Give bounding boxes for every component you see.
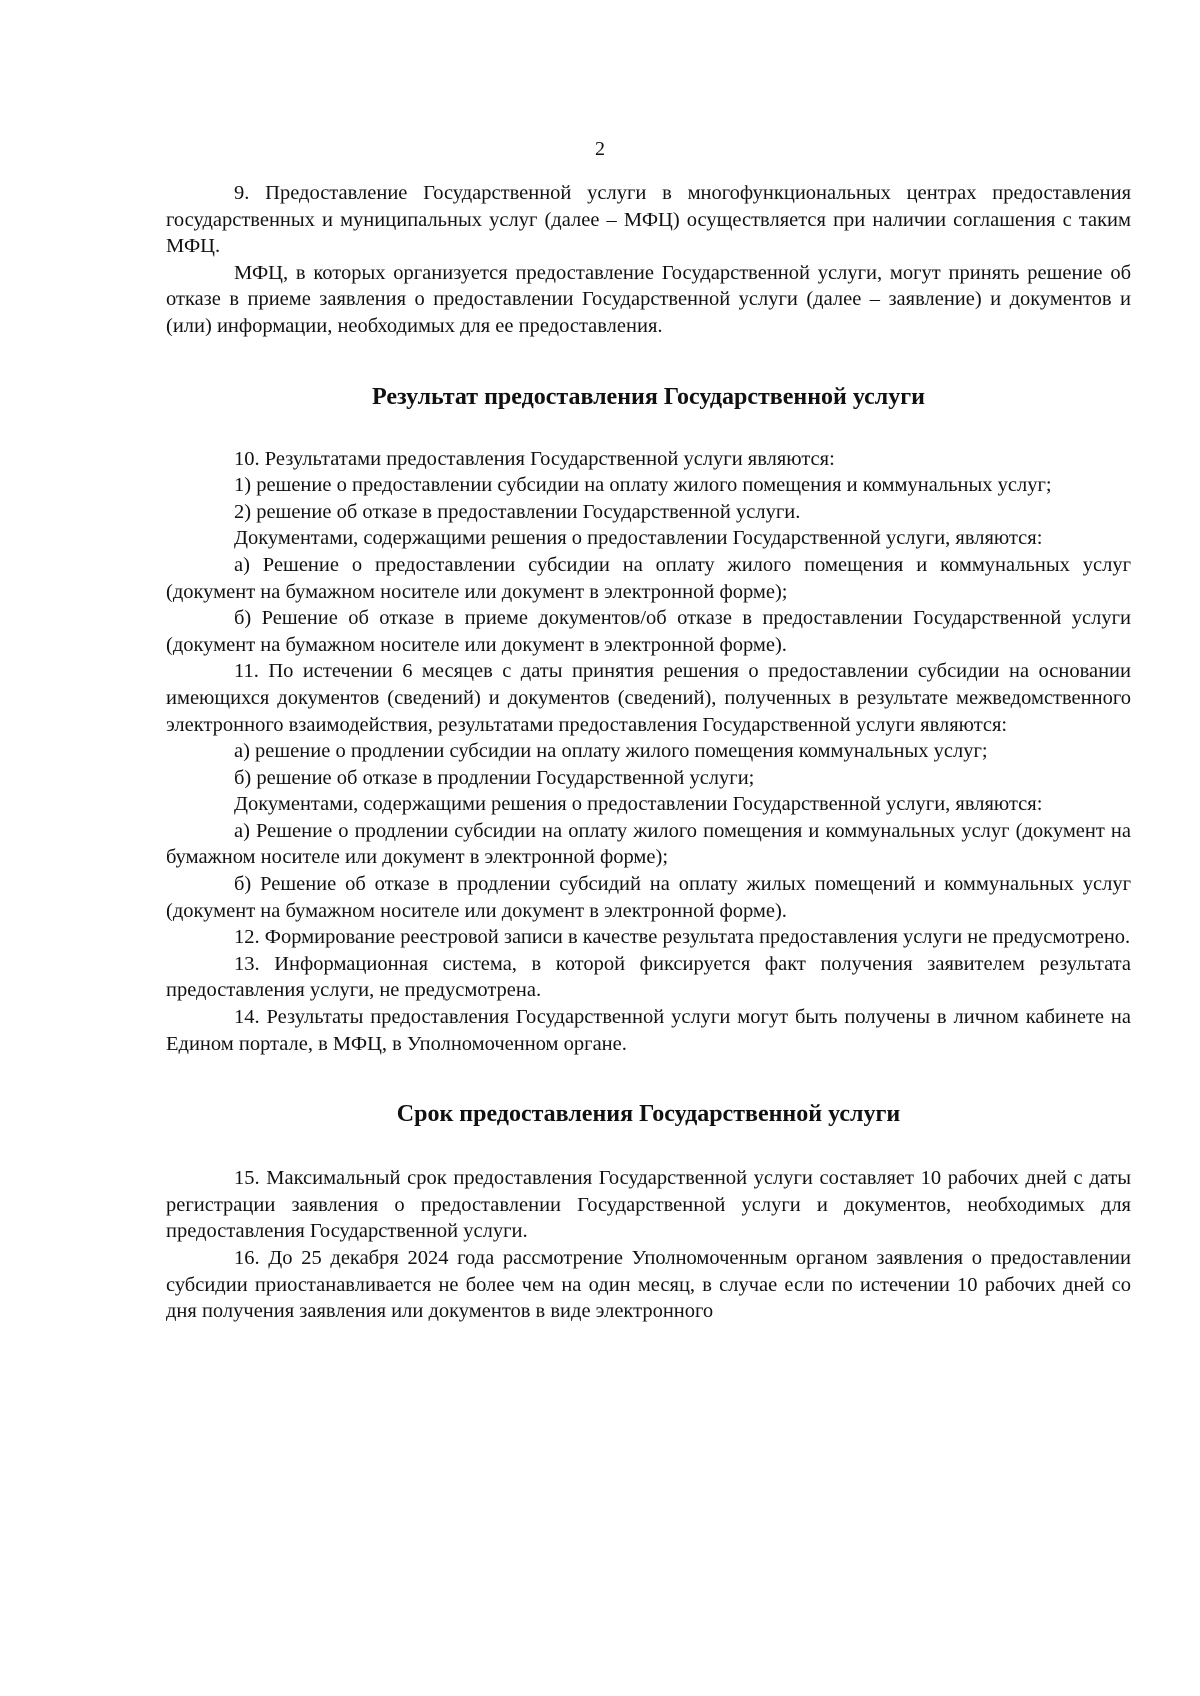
section-heading-term: Срок предоставления Государственной услуги [396,1101,901,1128]
paragraph-11-item-a: а) решение о продлении субсидии на оплату жилого помещения коммунальных услуг; [234,740,988,763]
paragraph-10: 10. Результатами предоставления Государственной услуги являются: [234,447,835,470]
page-number: 2 [595,138,605,160]
paragraph-11: 11. По истечении 6 месяцев с даты принятия решения о предоставлении субсидии на основании имеющихся документов (сведений) и документов (сведений), полученных в результате межведомственного электронного взаимодействия, результатами предоставления Государственной услуги являются: [166,660,1131,736]
paragraph-10-item-1: 1) решение о предоставлении субсидии на оплату жилого помещения и коммунальных услуг; [234,474,1052,497]
paragraph-15: 15. Максимальный срок предоставления Государственной услуги составляет 10 рабочих дней с даты регистрации заявления о предоставлении Государственной услуги и документов, необходимых для предоставления Государственной услуги. [166,1167,1131,1243]
paragraph-9-continued: МФЦ, в которых организуется предоставление Государственной услуги, могут принять решение об отказе в приеме заявления о предоставлении Государственной услуги (далее – заявление) и документов и (или) информации, необходимых для ее предоставления. [166,261,1131,337]
paragraph-10-item-2: 2) решение об отказе в предоставлении Государственной услуги. [234,500,801,523]
paragraph-13: 13. Информационная система, в которой фиксируется факт получения заявителем результата предоставления услуги, не предусмотрена. [166,952,1131,1002]
paragraph-11-documents: Документами, содержащими решения о предоставлении Государственной услуги, являются: [234,793,1043,816]
paragraph-11-document-b: б) Решение об отказе в продлении субсидий на оплату жилых помещений и коммунальных услуг (документ на бумажном носителе или документ в электронной форме). [166,873,1131,922]
section-heading-result: Результат предоставления Государственной услуги [372,383,925,410]
paragraph-11-item-b: б) решение об отказе в продлении Государственной услуги; [234,766,755,789]
paragraph-16: 16. До 25 декабря 2024 года рассмотрение Уполномоченным органом заявления о предоставлении субсидии приостанавливается не более чем на один месяц, в случае если по истечении 10 рабочих дней со дня получения заявления или документов в виде электронного [166,1247,1131,1323]
paragraph-12: 12. Формирование реестровой записи в качестве результата предоставления услуги не предусмотрено. [234,926,1131,949]
paragraph-10-document-b: б) Решение об отказе в приеме документов/об отказе в предоставлении Государственной услуги (документ на бумажном носителе или документ в электронной форме). [166,607,1131,656]
paragraph-10-documents: Документами, содержащими решения о предоставлении Государственной услуги, являются: [234,527,1043,550]
paragraph-9: 9. Предоставление Государственной услуги в многофункциональных центрах предоставления государственных и муниципальных услуг (далее – МФЦ) осуществляется при наличии соглашения с таким МФЦ. [166,182,1131,258]
document-body [166,180,1131,1325]
paragraph-10-document-a: а) Решение о предоставлении субсидии на оплату жилого помещения и коммунальных услуг (документ на бумажном носителе или документ в электронной форме); [166,553,1131,603]
paragraph-11-document-a: а) Решение о продлении субсидии на оплату жилого помещения и коммунальных услуг (документ на бумажном носителе или документ в электронной форме); [166,819,1131,869]
paragraph-14: 14. Результаты предоставления Государственной услуги могут быть получены в личном кабинете на Едином портале, в МФЦ, в Уполномоченном органе. [166,1006,1131,1055]
